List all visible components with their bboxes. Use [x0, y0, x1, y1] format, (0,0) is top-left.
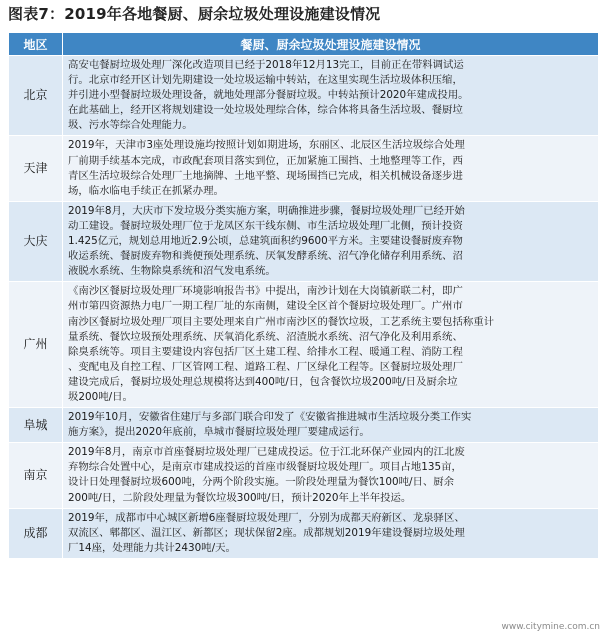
- table-row: [9, 136, 599, 201]
- header-region: 地区: [9, 33, 63, 56]
- facility-table: [8, 32, 599, 559]
- source-url: www.citymine.com.cn: [501, 622, 600, 632]
- description-cell: 2019年，成都市中心城区新增6座餐厨垃圾处理厂，分别为成都天府新区、龙泉驿区、 双流区、郫都区、温江区、新都区；现状保留2座。成都规划2019年建设餐厨垃圾处理 厂14座，处理能力共计2430吨/天。: [63, 508, 599, 558]
- description-cell: 高安屯餐厨垃圾处理厂深化改造项目已经于2018年12月13完工，目前正在带料调试运 行。北京市经开区计划先期建设一处垃圾运输中转站，在这里实现生活垃圾体积压缩， 并引进小型餐厨垃圾处理设备，就地处理部分餐厨垃圾。中转站预计2020年建成投用。 在此基础上，经开区将规划建设一处垃圾处理综合体，综合体将具备生活垃圾、餐厨垃 圾、污水等综合处理能力。: [63, 56, 599, 136]
- description-cell: 2019年8月，大庆市下发垃圾分类实施方案，明确推进步骤，餐厨垃圾处理厂已经开始 动工建设。餐厨垃圾处理厂位于龙凤区东干线东侧、市生活垃圾处理厂北侧，预计投资 1.425亿元，规划总用地近2.9公顷，总建筑面积约9600平方米。主要建设餐厨废弃物 收运系统、餐厨废弃物和粪便预处理系统、厌氧发酵系统、沼气净化储存利用系统、沼 液脱水系统、生物除臭系统和沼气发电系统。: [63, 201, 599, 281]
- table-row: [9, 408, 599, 443]
- table-row: [9, 508, 599, 558]
- description-cell: 2019年，天津市3座处理设施均按照计划如期进场，东丽区、北辰区生活垃圾综合处理 厂前期手续基本完成，市政配套项目落实到位，正加紧施工围挡、土地整理等工作，西 青区生活垃圾综合处理厂土地摘牌、土地平整、现场围挡已完成，相关机械设备逐步进 场，临水临电手续正在抓紧办理。: [63, 136, 599, 201]
- header-description: 餐厨、厨余垃圾处理设施建设情况: [63, 33, 599, 56]
- region-cell: 成都: [9, 508, 63, 558]
- table-row: [9, 201, 599, 281]
- region-cell: 广州: [9, 282, 63, 408]
- table-row: [9, 56, 599, 136]
- region-cell: 北京: [9, 56, 63, 136]
- description-cell: 2019年8月，南京市首座餐厨垃圾处理厂已建成投运。位于江北环保产业园内的江北废 弃物综合处置中心，是南京市建成投运的首座市级餐厨垃圾处理厂。项目占地135亩， 设计日处理餐厨垃圾600吨，分两个阶段实施。一阶段处理量为餐饮100吨/日、厨余 200吨/日，二阶段处理量为餐饮垃圾300吨/日，预计2020年上半年投运。: [63, 443, 599, 508]
- region-cell: 天津: [9, 136, 63, 201]
- table-row: [9, 443, 599, 508]
- region-cell: 阜城: [9, 408, 63, 443]
- region-cell: 南京: [9, 443, 63, 508]
- description-cell: 《南沙区餐厨垃圾处理厂环境影响报告书》中提出，南沙计划在大岗镇新联二村，即广 州市第四资源热力电厂一期工程厂址的东南侧，建设全区首个餐厨垃圾处理厂。广州市 南沙区餐厨垃圾处理厂项目主要处理来自广州市南沙区的餐饮垃圾，工艺系统主要包括称重计 量系统、餐饮垃圾预处理系统、厌氧消化系统、沼渣脱水系统、沼气净化及利用系统、 除臭系统等。项目主要建设内容包括厂区土建工程、给排水工程、暖通工程、消防工程 、变配电及自控工程、厂区管网工程、道路工程、厂区绿化工程等。区餐厨垃圾处理厂 建设完成后，餐厨垃圾处理总规模将达到400吨/日，包含餐饮垃圾200吨/日及厨余垃 圾200吨/日。: [63, 282, 599, 408]
- table-row: [9, 282, 599, 408]
- region-cell: 大庆: [9, 201, 63, 281]
- description-cell: 2019年10月，安徽省住建厅与多部门联合印发了《安徽省推进城市生活垃圾分类工作实 施方案》，提出2020年底前，阜城市餐厨垃圾处理厂要建成运行。: [63, 408, 599, 443]
- table-header-row: [9, 33, 599, 56]
- figure-title: 图表7：2019年各地餐厨、厨余垃圾处理设施建设情况: [8, 5, 381, 23]
